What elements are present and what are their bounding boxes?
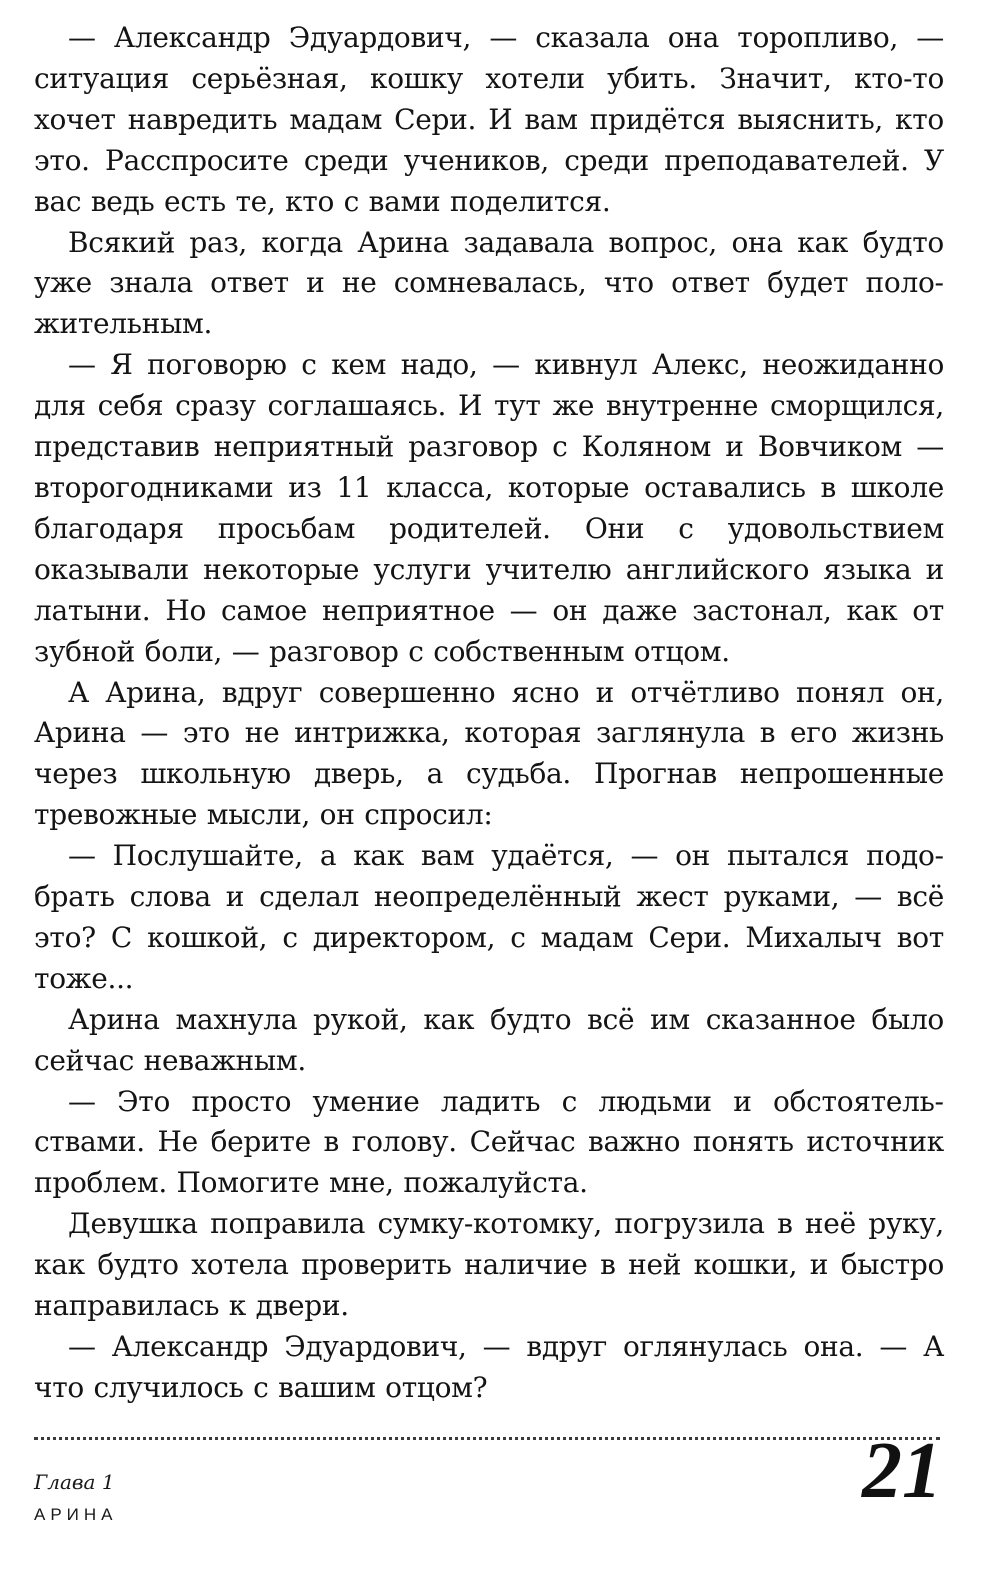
running-footer-chapter: Глава 1 xyxy=(34,1470,115,1494)
body-text xyxy=(34,18,944,1409)
paragraph: — Я поговорю с кем надо, — кивнул Алекс, неожиданно для себя сразу соглашаясь. И тут же внутренне сморщился, представив неприятный разговор с Коляном и Вовчиком — второгодниками из 11 класса, которые оставались в школе благодаря просьбам родителей. Они с удовольствием оказывали некоторые услуги учителю английского языка и латыни. Но самое неприятное — он даже застонал, как от зубной боли, — разговор с собственным отцом. xyxy=(34,348,944,668)
footer-divider xyxy=(34,1437,940,1440)
paragraph: Девушка поправила сумку-котомку, погрузила в неё руку, как будто хотела проверить наличие в ней кошки, и быстро направилась к двери. xyxy=(34,1207,944,1323)
paragraph: А Арина, вдруг совершенно ясно и отчётливо понял он, Арина — это не интрижка, которая заглянула в его жизнь через школьную дверь, а судьба. Прогнав непрошенные тревожные мысли, он спросил: xyxy=(34,675,944,832)
running-footer-section: АРИНА xyxy=(34,1505,118,1524)
paragraph: — Александр Эдуардович, — вдруг оглянулась она. — А что случилось с вашим отцом? xyxy=(34,1330,944,1404)
paragraph: — Александр Эдуардович, — сказала она торопливо, — ситуация серьёзная, кошку хотели убить. Значит, кто-то хочет навредить мадам Сери. И вам придётся выяснить, кто это. Расспросите среди учеников, среди преподавателей. У вас ведь есть те, кто с вами поделится. xyxy=(34,21,944,218)
paragraph: Всякий раз, когда Арина задавала вопрос, она как будто уже знала ответ и не сомневалась, что ответ будет положительным. xyxy=(34,225,944,341)
paragraph: — Послушайте, а как вам удаётся, — он пытался подобрать слова и сделал неопределённый жест руками, — всё это? С кошкой, с директором, с мадам Сери. Михалыч вот тоже... xyxy=(34,839,944,995)
paragraph: Арина махнула рукой, как будто всё им сказанное было сейчас неважным. xyxy=(34,1002,944,1077)
paragraph: — Это просто умение ладить с людьми и обстоятельствами. Не берите в голову. Сейчас важно понять источник проблем. Помогите мне, пожалуйста. xyxy=(34,1084,944,1200)
page-number: 21 xyxy=(862,1427,942,1515)
